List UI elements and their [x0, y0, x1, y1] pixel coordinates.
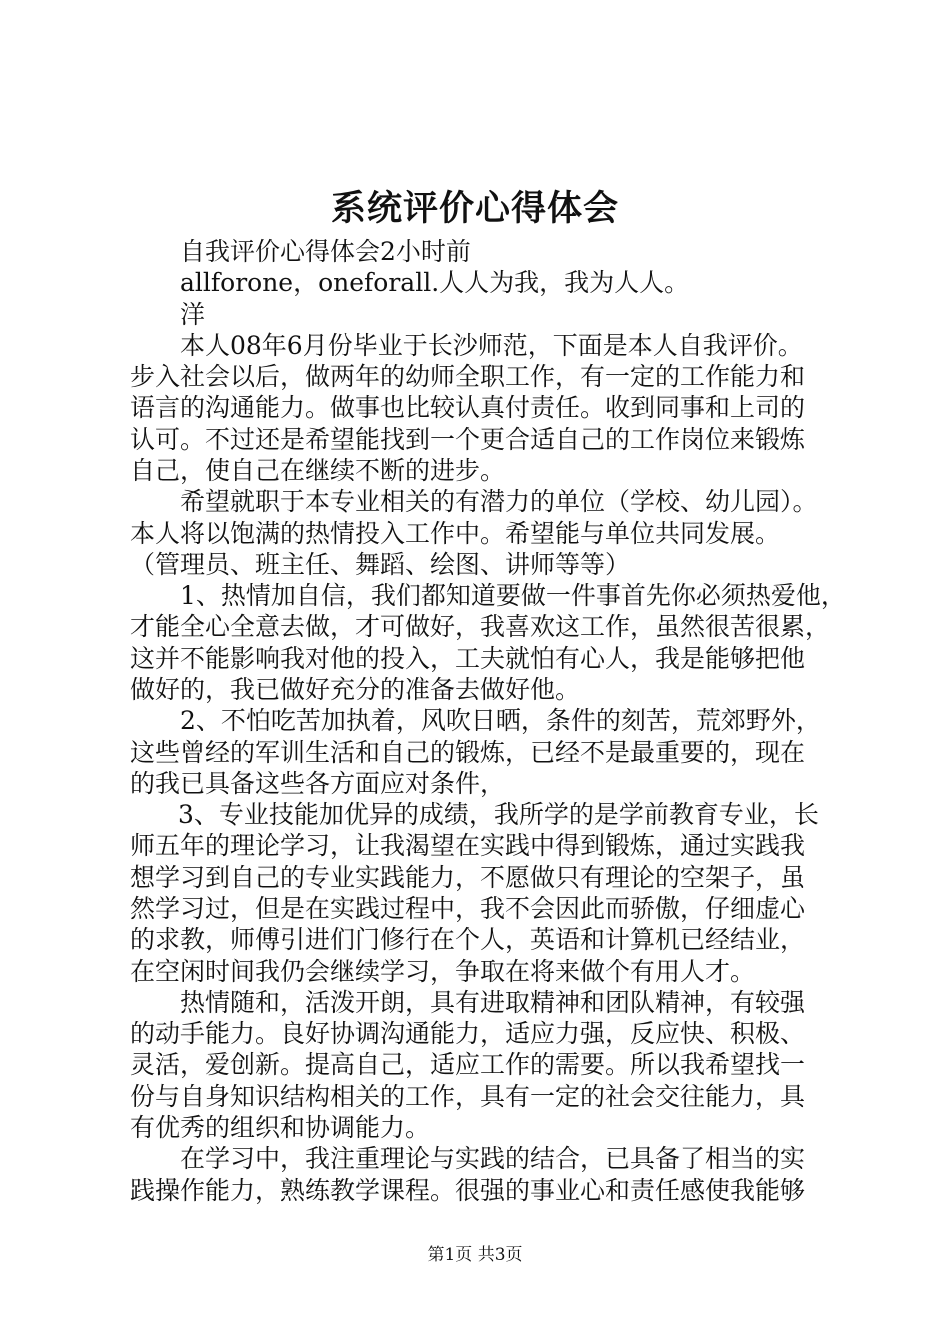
body-line: 有优秀的组织和协调能力。: [130, 1113, 431, 1142]
body-line: 想学习到自己的专业实践能力，不愿做只有理论的空架子，虽: [130, 863, 806, 892]
body-line: 的动手能力。良好协调沟通能力，适应力强，反应快、积极、: [130, 1019, 806, 1048]
body-line: 的我已具备这些各方面应对条件，: [130, 769, 506, 798]
body-line: 1、热情加自信，我们都知道要做一件事首先你必须热爱他，: [180, 581, 846, 610]
body-line: 本人将以饱满的热情投入工作中。希望能与单位共同发展。: [130, 519, 781, 548]
body-line: 在空闲时间我仍会继续学习，争取在将来做个有用人才。: [130, 957, 756, 986]
body-line: 在学习中，我注重理论与实践的结合，已具备了相当的实: [180, 1144, 806, 1173]
body-line: 自己，使自己在继续不断的进步。: [130, 456, 506, 485]
body-line: 践操作能力，熟练教学课程。很强的事业心和责任感使我能够: [130, 1176, 806, 1205]
body-line: 份与自身知识结构相关的工作，具有一定的社会交往能力，具: [130, 1082, 806, 1111]
body-line: allforone，oneforall.人人为我，我为人人。: [180, 268, 690, 297]
body-line: 3、专业技能加优异的成绩，我所学的是学前教育专业，长: [178, 800, 819, 829]
body-line: 洋: [180, 300, 206, 329]
body-line: 然学习过，但是在实践过程中，我不会因此而骄傲，仔细虚心: [130, 894, 806, 923]
body-line: 的求教，师傅引进们门修行在个人，英语和计算机已经结业，: [130, 925, 806, 954]
body-line: 语言的沟通能力。做事也比较认真付责任。收到同事和上司的: [130, 393, 806, 422]
body-line: （管理员、班主任、舞蹈、绘图、讲师等等）: [130, 550, 631, 579]
body-line: 做好的，我已做好充分的准备去做好他。: [130, 675, 581, 704]
body-line: 步入社会以后，做两年的幼师全职工作，有一定的工作能力和: [130, 362, 806, 391]
body-line: 认可。不过还是希望能找到一个更合适自己的工作岗位来锻炼: [130, 425, 806, 454]
body-line: 师五年的理论学习，让我渴望在实践中得到锻炼，通过实践我: [130, 831, 806, 860]
body-line: 2、不怕吃苦加执着，风吹日晒，条件的刻苦，荒郊野外，: [180, 706, 821, 735]
body-line: 才能全心全意去做，才可做好，我喜欢这工作，虽然很苦很累，: [130, 612, 831, 641]
body-line: 这并不能影响我对他的投入，工夫就怕有心人，我是能够把他: [130, 644, 806, 673]
body-line: 希望就职于本专业相关的有潜力的单位（学校、幼儿园）。: [180, 487, 818, 516]
body-line: 热情随和，活泼开朗，具有进取精神和团队精神，有较强: [180, 988, 806, 1017]
body-line: 这些曾经的军训生活和自己的锻炼，已经不是最重要的，现在: [130, 738, 806, 767]
body-line: 灵活，爱创新。提高自己，适应工作的需要。所以我希望找一: [130, 1050, 806, 1079]
document-title: 系统评价心得体会: [330, 188, 619, 229]
page-footer: 第1页 共3页: [427, 1245, 523, 1265]
body-line: 本人08年6月份毕业于长沙师范，下面是本人自我评价。: [180, 331, 803, 360]
body-line: 自我评价心得体会2小时前: [180, 237, 471, 266]
